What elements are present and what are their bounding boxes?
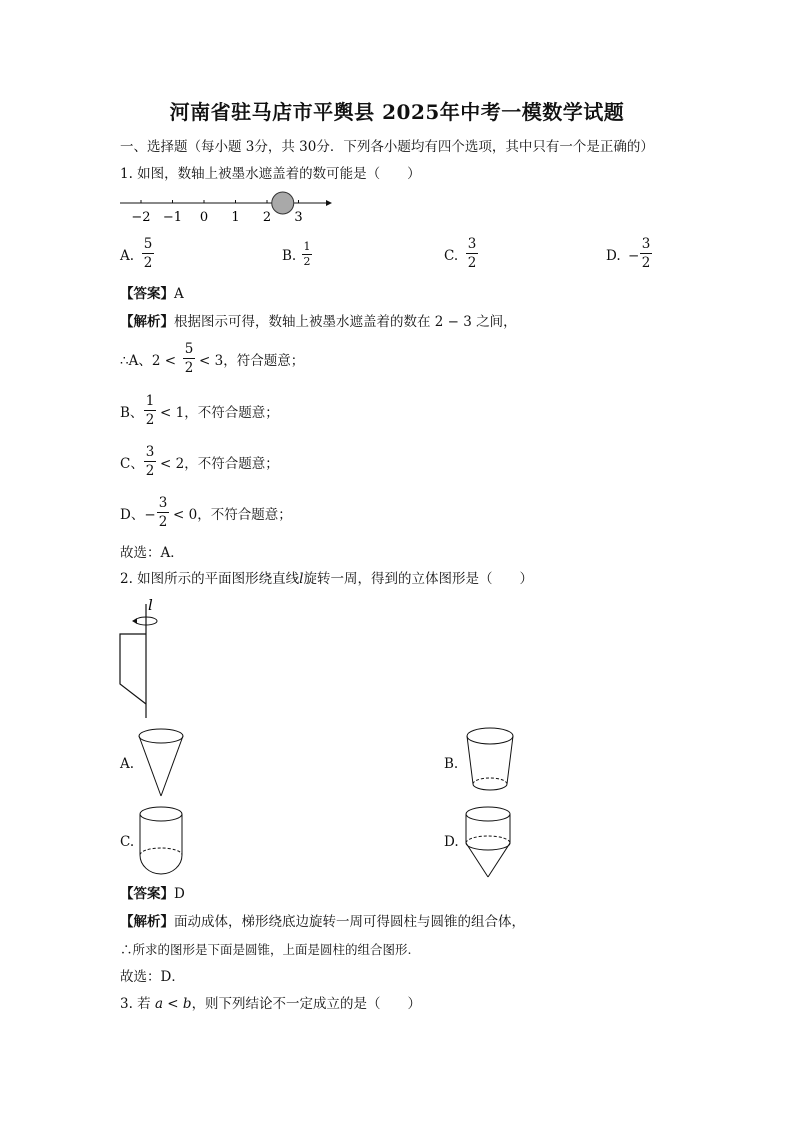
fraction-bar: [183, 358, 195, 359]
q1-line-a-prefix: ∴A、2 <: [120, 353, 177, 369]
number-line-arrow: [326, 200, 332, 206]
fraction-denominator: 2: [184, 360, 194, 376]
number-line-tick-label: 1: [231, 210, 240, 225]
q1-line-b-prefix: B、: [120, 405, 144, 421]
q1-line-a-suffix: < 3，符合题意；: [199, 353, 305, 369]
fraction-numerator: 3: [145, 444, 155, 460]
answer-tag: 【答案】: [120, 886, 174, 902]
answer-value: A: [174, 286, 184, 302]
fraction-bar: [640, 253, 652, 254]
q3-stem-post: ，则下列结论不一定成立的是（ ）: [191, 996, 422, 1012]
ink-blot: [272, 192, 294, 214]
q1-option-b-label: B.: [282, 248, 297, 264]
q2-rotation-figure: [110, 594, 170, 722]
number-line: [118, 190, 338, 230]
analysis-tag: 【解析】: [120, 314, 174, 330]
q2-line2: ∴所求的图形是下面是圆锥，上面是圆柱的组合图形.: [120, 942, 412, 957]
q1-choice: 故选：A．: [120, 545, 184, 561]
fraction-denominator: 2: [467, 255, 477, 271]
fraction-numerator: 1: [145, 393, 155, 409]
q3-stem-math: a < b: [154, 996, 192, 1012]
axis-label: l: [148, 596, 153, 614]
q1-option-a-fraction: [140, 236, 156, 271]
fraction-bar: [157, 512, 169, 513]
q1-option-d-sign: −: [628, 248, 640, 264]
trapezoid-shape: [120, 634, 146, 704]
q1-option-d-fraction: [638, 236, 654, 271]
fraction-numerator: 3: [158, 495, 168, 511]
analysis-text: 根据图示可得，数轴上被墨水遮盖着的数在 2 − 3 之间，: [174, 314, 517, 330]
fraction-numerator: 5: [184, 341, 194, 357]
q1-line-c-fraction: [142, 444, 158, 479]
frustum-top-ellipse: [467, 728, 513, 744]
fraction-bar: [142, 253, 154, 254]
q2-answer: [120, 885, 185, 903]
q2-stem: [120, 570, 533, 588]
q2-option-c-label: C.: [120, 834, 135, 850]
q2-stem-post: 旋转一周，得到的立体图形是（ ）: [303, 571, 533, 587]
cylinder-hemisphere-figure: [136, 803, 186, 877]
cylinder-cone-figure: [462, 803, 514, 881]
cone-top-ellipse: [139, 729, 183, 743]
q1-line-b-suffix: < 1，不符合题意；: [160, 405, 279, 421]
q1-option-d-label: D.: [606, 248, 621, 264]
fraction-numerator: 3: [641, 236, 651, 252]
q1-line-d-fraction: [155, 495, 171, 530]
fraction-denominator: 2: [143, 255, 153, 271]
cone-figure: [136, 722, 186, 798]
rotation-arrow: [132, 618, 137, 624]
answer-value: D: [174, 886, 185, 902]
q2-stem-var: l: [299, 571, 304, 587]
q1-line-d-prefix: D、−: [120, 507, 156, 523]
number-line-tick-label: 2: [262, 210, 272, 225]
fraction-bar: [144, 461, 156, 462]
q1-line-d-suffix: < 0，不符合题意；: [173, 507, 292, 523]
frustum-figure: [462, 724, 518, 796]
fraction-numerator: 3: [467, 236, 477, 252]
fraction-denominator: 2: [145, 463, 155, 479]
q2-option-a-label: A.: [120, 756, 135, 772]
q1-line-c-suffix: < 2，不符合题意；: [160, 456, 279, 472]
answer-tag: 【答案】: [120, 286, 174, 302]
fraction-denominator: 2: [303, 255, 311, 268]
number-line-tick-label: 3: [294, 210, 303, 225]
fraction-denominator: 2: [158, 514, 168, 530]
fraction-denominator: 2: [145, 412, 155, 428]
q1-answer: [120, 285, 184, 303]
analysis-tag: 【解析】: [120, 914, 174, 930]
q1-line-b-fraction: [142, 393, 158, 428]
page-title: 河南省驻马店市平舆县 2025年中考一模数学试题: [169, 100, 625, 124]
fraction-bar: [144, 410, 156, 411]
q1-option-c-label: C.: [444, 248, 459, 264]
q2-option-d-label: D.: [444, 834, 459, 850]
q2-option-b-label: B.: [444, 756, 459, 772]
q3-stem: [120, 995, 421, 1013]
fraction-numerator: 1: [303, 240, 311, 253]
number-line-tick-label: 0: [199, 210, 209, 225]
q1-analysis: [120, 313, 517, 331]
q2-analysis: [120, 913, 525, 931]
fraction-denominator: 2: [641, 255, 651, 271]
section-heading: 一、选择题（每小题 3分，共 30分．下列各小题均有四个选项，其中只有一个是正确的）: [120, 139, 654, 155]
q1-stem: 1. 如图，数轴上被墨水遮盖着的数可能是（ ）: [120, 166, 421, 182]
number-line-tick-label: −2: [131, 210, 151, 225]
q1-option-c-fraction: [464, 236, 480, 271]
q2-stem-pre: 2. 如图所示的平面图形绕直线: [120, 571, 300, 587]
fraction-bar: [466, 253, 478, 254]
q2-choice: 故选：D．: [120, 969, 185, 985]
number-line-tick-label: −1: [162, 210, 183, 225]
q1-option-b-fraction: [300, 241, 314, 268]
analysis-text: 面动成体，梯形绕底边旋转一周可得圆柱与圆锥的组合体，: [174, 914, 525, 930]
fraction-numerator: 5: [143, 236, 153, 252]
q3-stem-pre: 3. 若: [120, 996, 151, 1012]
q1-option-a-label: A.: [120, 248, 135, 264]
q1-line-a-fraction: [181, 341, 197, 376]
q1-line-c-prefix: C、: [120, 456, 144, 472]
